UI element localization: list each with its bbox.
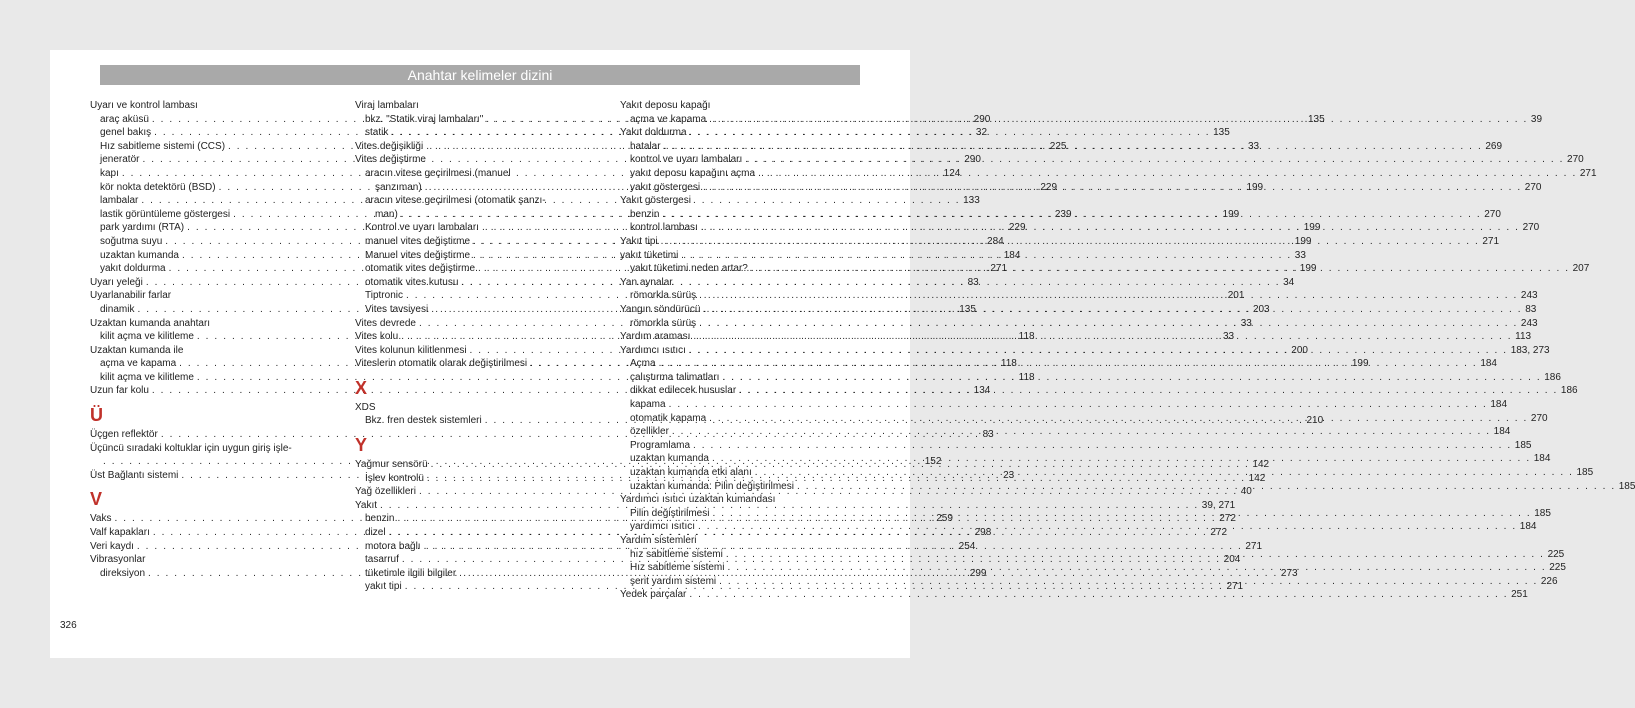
index-entry: çalıştırma talimatları . . . 186 bbox=[620, 371, 826, 385]
index-entry: otomatik kapama . . . 270 bbox=[620, 412, 826, 426]
index-entry: Hız sabitleme sistemi . . . 225 bbox=[620, 561, 826, 575]
index-heading: yakıt tüketimi bbox=[620, 249, 679, 261]
index-entry: kapı . . . 124 bbox=[90, 167, 296, 181]
index-entry: Yağ özellikleri . . . 40 bbox=[355, 485, 561, 499]
index-entry: kilit açma ve kilitleme . . . 118 bbox=[90, 330, 296, 344]
index-entry: tüketimle ilgili bilgiler . . . 273 bbox=[355, 567, 561, 581]
index-heading: Üçüncü sıradaki koltuklar için uygun giriş işle- bbox=[90, 442, 292, 454]
index-entry: man) . . . 199 bbox=[355, 208, 561, 222]
index-entry: Tiptronic . . . 201 bbox=[355, 289, 561, 303]
page-number: 326 bbox=[60, 620, 77, 631]
index-heading: Uyarlanabilir farlar bbox=[90, 290, 172, 302]
index-entry: uzaktan kumanda . . . 184 bbox=[90, 249, 296, 263]
index-entry: Üçgen reflektör . . . 83 bbox=[90, 428, 296, 442]
index-entry: şanzıman) . . . 199 bbox=[355, 181, 561, 195]
index-heading: Yakıt göstergesi bbox=[620, 195, 691, 207]
index-entry: şerit yardım sistemi . . . 226 bbox=[620, 575, 826, 589]
index-entry: yardımcı ısıtıcı . . . 184 bbox=[620, 520, 826, 534]
index-entry: statik . . . 135 bbox=[355, 126, 561, 140]
index-entry: otomatik vites değiştirme . . . 199 bbox=[355, 262, 561, 276]
index-entry: yakıt tüketimi neden artar? . . . 207 bbox=[620, 262, 826, 276]
index-heading: Vites değiştirme bbox=[355, 154, 426, 166]
index-heading: Viraj lambaları bbox=[355, 100, 419, 111]
index-entry: park yardımı (RTA) . . . 229 bbox=[90, 221, 296, 235]
index-entry: Yakıt . . . 39, 271 bbox=[355, 499, 561, 513]
index-entry: Manuel vites değiştirme . . . 33 bbox=[355, 249, 561, 263]
index-entry: dinamik . . . 135 bbox=[90, 303, 296, 317]
index-entry: özellikler . . . 184 bbox=[620, 425, 826, 439]
index-entry: açma ve kapama . . . 118 bbox=[90, 357, 296, 371]
index-entry: açma ve kapama . . . 39 bbox=[620, 113, 826, 127]
index-entry: kontrol ve uyarı lambaları . . . 270 bbox=[620, 153, 826, 167]
index-entry: Viteslerin otomatik olarak değiştirilmesi . . . 199 bbox=[355, 357, 561, 371]
index-entry: Programlama . . . 185 bbox=[620, 439, 826, 453]
index-heading: Yakıt deposu kapağı bbox=[620, 100, 711, 111]
index-entry: Yağmur sensörü . . . 142 bbox=[355, 458, 561, 472]
index-entry: kontrol lambası . . . 270 bbox=[620, 221, 826, 235]
section-letter: V bbox=[90, 489, 103, 510]
index-entry: benzin . . . 270 bbox=[620, 208, 826, 222]
index-entry: dizel . . . 272 bbox=[355, 526, 561, 540]
index-entry: Vites kolunun kilitlenmesi . . . 200 bbox=[355, 344, 561, 358]
index-entry: . . . 152 bbox=[90, 455, 296, 469]
index-heading: Yardım sistemleri bbox=[620, 535, 697, 546]
index-heading: aracın vitese geçirilmesi (otomatik şanzı- bbox=[365, 195, 546, 207]
page bbox=[50, 50, 1635, 658]
index-entry: kör nokta detektörü (BSD) . . . 229 bbox=[90, 181, 296, 195]
index-heading: Uyarı ve kontrol lambası bbox=[90, 100, 198, 111]
index-heading: Vibrasyonlar bbox=[90, 554, 146, 566]
index-entry: kilit açma ve kilitleme . . . 118 bbox=[90, 371, 296, 385]
index-entry: tasarruf . . . 204 bbox=[355, 553, 561, 567]
section-letter: X bbox=[355, 377, 368, 398]
index-heading: Uzaktan kumanda anahtarı bbox=[90, 317, 211, 329]
index-entry: benzin . . . 272 bbox=[355, 512, 561, 526]
index-entry: uzaktan kumanda: Pilin değiştirilmesi . . . 185 bbox=[620, 480, 826, 494]
index-entry: Uyarı yeleği . . . 83 bbox=[90, 276, 296, 290]
index-entry: Veri kaydı . . . 254 bbox=[90, 540, 296, 554]
index-entry: uzaktan kumanda . . . 184 bbox=[620, 452, 826, 466]
index-heading: Yan aynalar bbox=[620, 276, 673, 288]
index-entry: otomatik vites kutusu . . . 34 bbox=[355, 276, 561, 290]
index-entry: bkz. "Statik viraj lambaları" . . . 135 bbox=[355, 113, 561, 127]
index-entry: Pilin değiştirilmesi . . . 185 bbox=[620, 507, 826, 521]
index-entry: Valf kapakları . . . 298 bbox=[90, 526, 296, 540]
index-heading: XDS bbox=[355, 401, 376, 413]
index-entry: römorkla sürüş . . . 243 bbox=[620, 289, 826, 303]
index-entry: Bkz. fren destek sistemleri . . . 210 bbox=[355, 414, 561, 428]
section-letter: Y bbox=[355, 435, 368, 456]
index-entry: direksiyon . . . 299 bbox=[90, 567, 296, 581]
index-entry: Vites devrede . . . 33 bbox=[355, 317, 561, 331]
index-entry: Vites tavsiyesi . . . 203 bbox=[355, 303, 561, 317]
index-entry: İşlev kontrolü . . . 142 bbox=[355, 472, 561, 486]
index-entry: Yakıt tipi . . . 271 bbox=[620, 235, 826, 249]
index-entry: Vites değişikliği . . . 33 bbox=[355, 140, 561, 154]
index-entry: araç aküsü . . . 290 bbox=[90, 113, 296, 127]
index-entry: dikkat edilecek hususlar . . . 186 bbox=[620, 384, 826, 398]
index-entry: Üst Bağlantı sistemi . . . 23 bbox=[90, 469, 296, 483]
index-entry: Uzun far kolu . . . 134 bbox=[90, 384, 296, 398]
index-entry: kapama . . . 184 bbox=[620, 398, 826, 412]
index-entry: lastik görüntüleme göstergesi . . . 239 bbox=[90, 208, 296, 222]
index-entry: römorkla sürüş . . . 243 bbox=[620, 317, 826, 331]
index-heading: Yakıt doldurma bbox=[620, 127, 687, 139]
index-entry: Yardımcı ısıtıcı . . . 183, 273 bbox=[620, 344, 826, 358]
index-entry: yakıt tipi . . . 271 bbox=[355, 580, 561, 594]
index-entry: yakıt doldurma . . . 271 bbox=[90, 262, 296, 276]
index-entry: Yardım araması . . . 113 bbox=[620, 330, 826, 344]
index-heading: Uzaktan kumanda ile bbox=[90, 344, 184, 356]
index-heading: aracın vitese geçirilmesi (manuel bbox=[365, 167, 511, 179]
index-heading: Yardımcı ısıtıcı uzaktan kumandası bbox=[620, 494, 776, 506]
index-entry: genel bakış . . . 32 bbox=[90, 126, 296, 140]
index-entry: yakıt deposu kapağını açma . . . 271 bbox=[620, 167, 826, 181]
section-letter: Ü bbox=[90, 405, 103, 426]
index-entry: Kontrol ve uyarı lambaları . . . 199 bbox=[355, 221, 561, 235]
index-entry: Yangın söndürücü . . . 83 bbox=[620, 303, 826, 317]
index-entry: Hız sabitleme sistemi (CCS) . . . 225 bbox=[90, 140, 296, 154]
index-entry: hız sabitleme sistemi . . . 225 bbox=[620, 548, 826, 562]
index-entry: jeneratör . . . 290 bbox=[90, 153, 296, 167]
index-entry: Vites kolu . . . 33 bbox=[355, 330, 561, 344]
index-entry: hatalar . . . 269 bbox=[620, 140, 826, 154]
index-entry: motora bağlı . . . 271 bbox=[355, 540, 561, 554]
index-entry: soğutma suyu . . . 284 bbox=[90, 235, 296, 249]
index-entry: yakıt göstergesi . . . 270 bbox=[620, 181, 826, 195]
index-header: Anahtar kelimeler dizini bbox=[100, 65, 860, 85]
index-entry: manuel vites değiştirme . . . 199 bbox=[355, 235, 561, 249]
index-entry: uzaktan kumanda etki alanı . . . 185 bbox=[620, 466, 826, 480]
index-entry: Açma . . . 184 bbox=[620, 357, 826, 371]
index-entry: Yedek parçalar . . . 251 bbox=[620, 588, 826, 602]
index-entry: lambalar . . . 133 bbox=[90, 194, 296, 208]
index-entry: Vaks . . . 259 bbox=[90, 512, 296, 526]
